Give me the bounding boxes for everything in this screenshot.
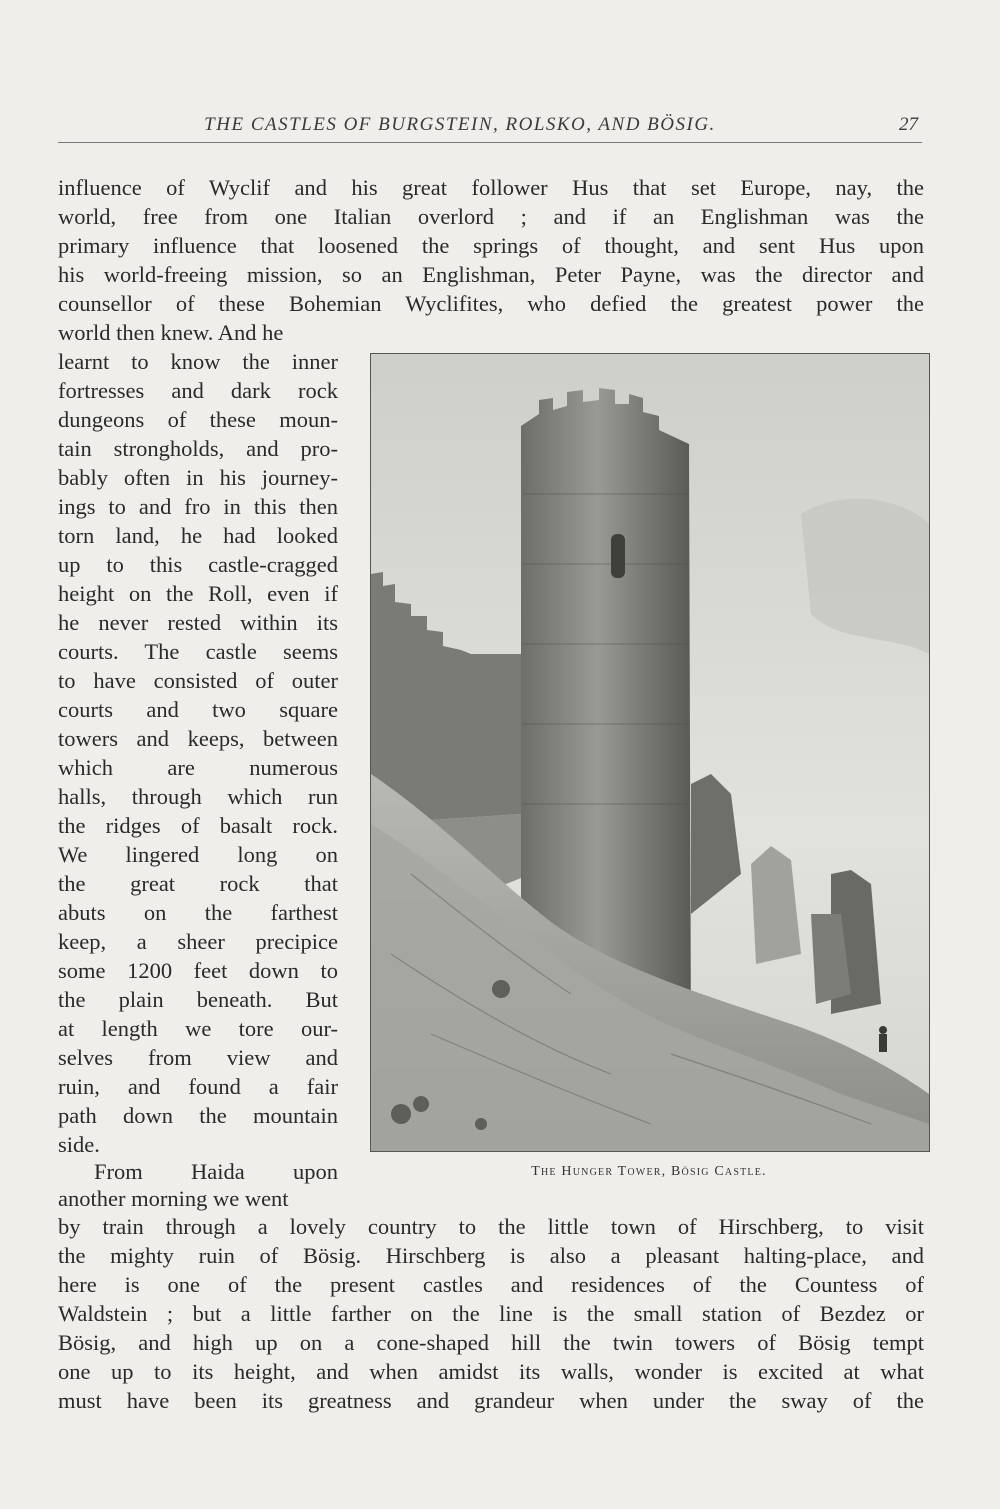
body-line: one up to its height, and when amidst its walls, wonder is excited at what xyxy=(58,1359,924,1384)
column-line: keep, a sheer precipice xyxy=(58,929,338,954)
body-line: by train through a lovely country to the little town of Hirschberg, to visit xyxy=(58,1214,924,1239)
figure-caption: The Hunger Tower, Bösig Castle. xyxy=(531,1164,767,1179)
body-line: Bösig, and high up on a cone-shaped hill the twin towers of Bösig tempt xyxy=(58,1330,924,1355)
body-line: influence of Wyclif and his great follower Hus that set Europe, nay, the xyxy=(58,175,924,200)
running-title: THE CASTLES OF BURGSTEIN, ROLSKO, AND BÖSIG. xyxy=(204,114,716,135)
column-line: the plain beneath. But xyxy=(58,987,338,1012)
body-line: Waldstein ; but a little farther on the line is the small station of Bezdez or xyxy=(58,1301,924,1326)
column-line: fortresses and dark rock xyxy=(58,378,338,403)
column-line: the great rock that xyxy=(58,871,338,896)
column-line: to have consisted of outer xyxy=(58,668,338,693)
column-line: the ridges of basalt rock. xyxy=(58,813,338,838)
column-line: another morning we went xyxy=(58,1186,289,1211)
column-line: which are numerous xyxy=(58,755,338,780)
body-line: world, free from one Italian overlord ; and if an Englishman was the xyxy=(58,204,924,229)
body-line: counsellor of these Bohemian Wyclifites, who defied the greatest power the xyxy=(58,291,924,316)
column-line: We lingered long on xyxy=(58,842,338,867)
column-line: ruin, and found a fair xyxy=(58,1074,338,1099)
column-line: courts. The castle seems xyxy=(58,639,338,664)
column-line: From Haida upon xyxy=(94,1159,338,1184)
column-line: learnt to know the inner xyxy=(58,349,338,374)
running-header xyxy=(58,112,922,143)
column-line: dungeons of these moun- xyxy=(58,407,338,432)
column-line: up to this castle-cragged xyxy=(58,552,338,577)
column-line: abuts on the farthest xyxy=(58,900,338,925)
column-line: side. xyxy=(58,1132,100,1157)
column-line: path down the mountain xyxy=(58,1103,338,1128)
castle-illustration xyxy=(370,353,930,1152)
column-line: selves from view and xyxy=(58,1045,338,1070)
column-line: torn land, he had looked xyxy=(58,523,338,548)
column-line: he never rested within its xyxy=(58,610,338,635)
column-line: at length we tore our- xyxy=(58,1016,338,1041)
column-line: bably often in his journey- xyxy=(58,465,338,490)
page-number: 27 xyxy=(899,114,918,135)
column-line: height on the Roll, even if xyxy=(58,581,338,606)
column-line: halls, through which run xyxy=(58,784,338,809)
body-line: primary influence that loosened the springs of thought, and sent Hus upon xyxy=(58,233,924,258)
body-line: must have been its greatness and grandeur when under the sway of the xyxy=(58,1388,924,1413)
column-line: tain strongholds, and pro- xyxy=(58,436,338,461)
body-line: his world-freeing mission, so an Englishman, Peter Payne, was the director and xyxy=(58,262,924,287)
column-line: some 1200 feet down to xyxy=(58,958,338,983)
column-line: towers and keeps, between xyxy=(58,726,338,751)
body-line: the mighty ruin of Bösig. Hirschberg is also a pleasant halting-place, and xyxy=(58,1243,924,1268)
column-line: courts and two square xyxy=(58,697,338,722)
column-line: ings to and fro in this then xyxy=(58,494,338,519)
body-line: here is one of the present castles and residences of the Countess of xyxy=(58,1272,924,1297)
column-line: world then knew. And he xyxy=(58,320,284,345)
